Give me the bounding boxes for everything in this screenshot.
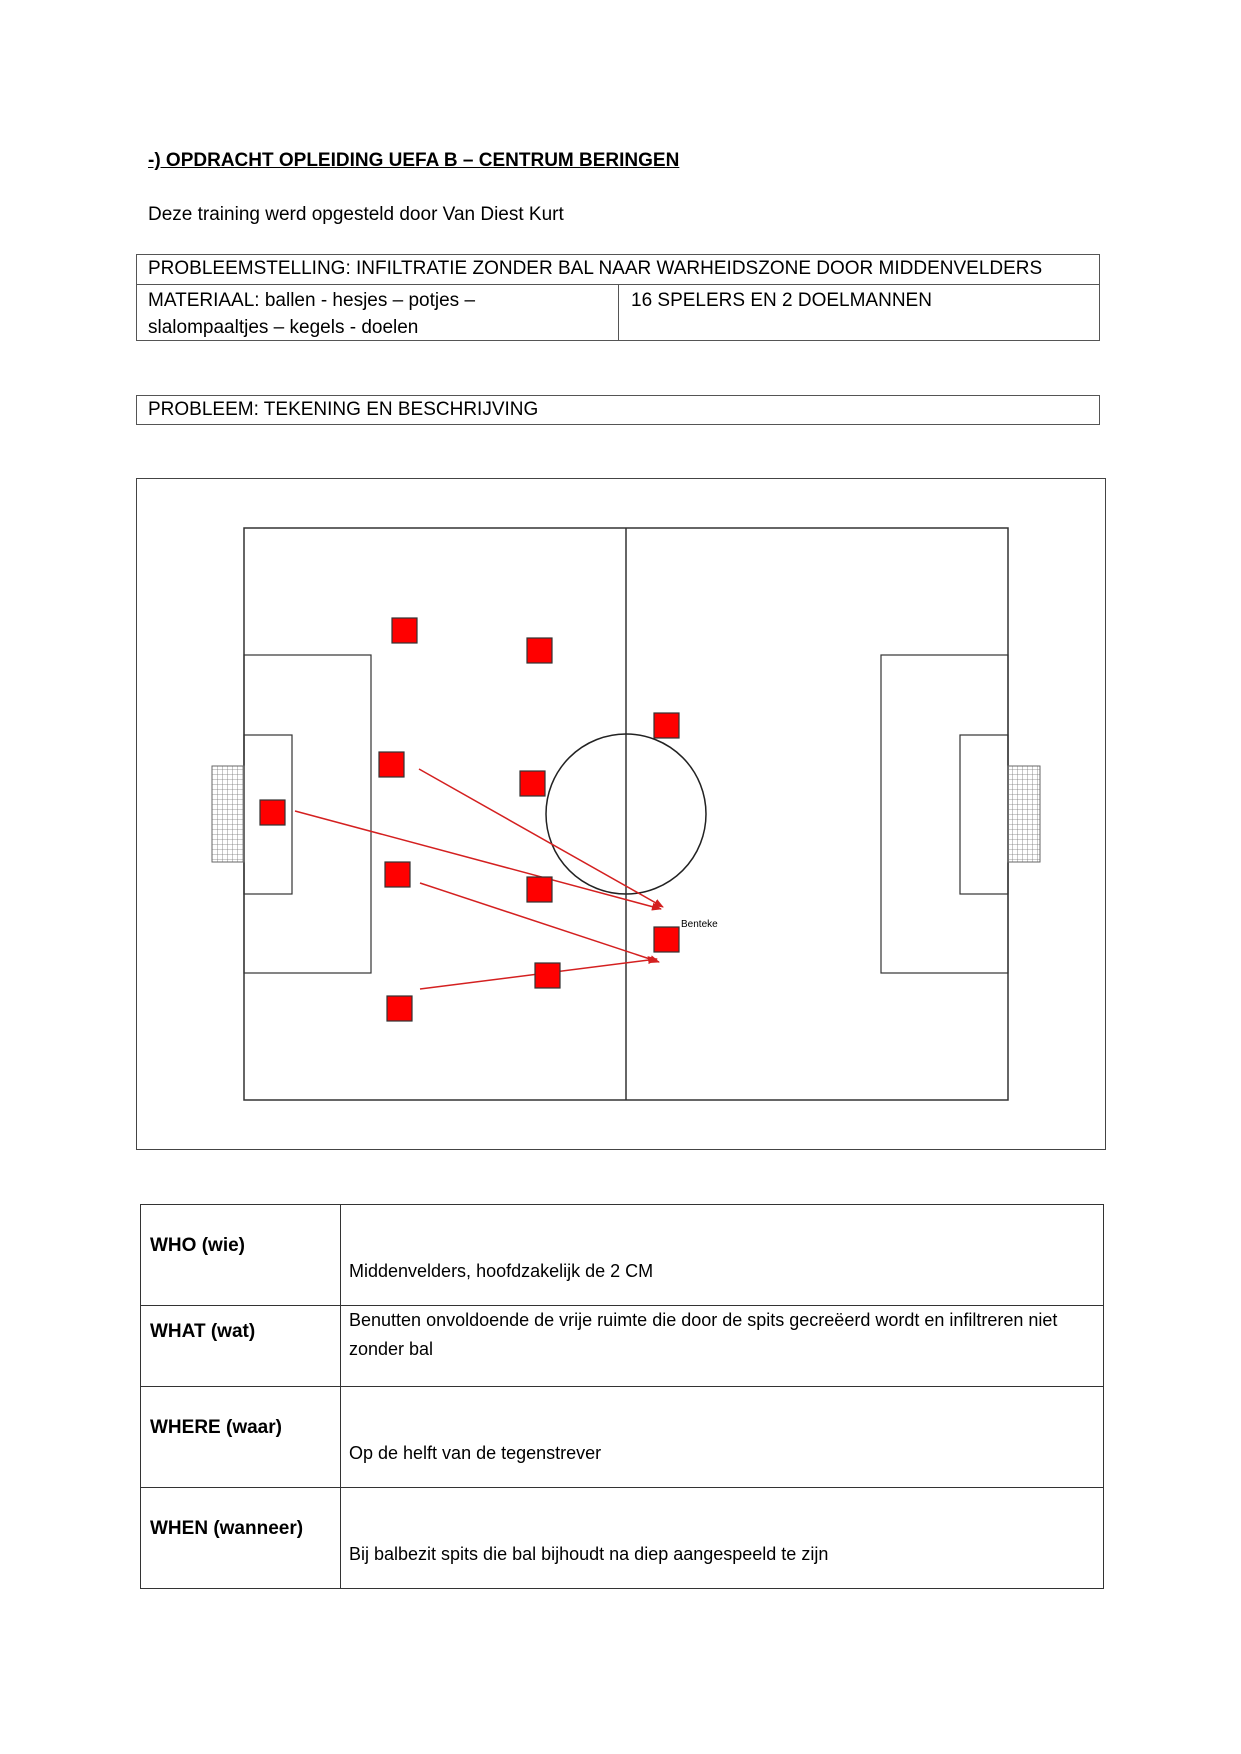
when-value-cell bbox=[341, 1488, 1104, 1589]
player-marker bbox=[527, 877, 552, 902]
author-line: Deze training werd opgesteld door Van Diest Kurt bbox=[148, 204, 564, 225]
player-marker bbox=[392, 618, 417, 643]
problem-table bbox=[136, 254, 1100, 341]
page-title: -) OPDRACHT OPLEIDING UEFA B – CENTRUM BERINGEN bbox=[148, 150, 680, 171]
what-label: WHAT (wat) bbox=[150, 1321, 256, 1342]
right-penalty-area bbox=[881, 655, 1008, 973]
player-marker bbox=[520, 771, 545, 796]
www-table bbox=[140, 1204, 1104, 1589]
problem-statement: PROBLEEMSTELLING: INFILTRATIE ZONDER BAL NAAR WARHEIDSZONE DOOR MIDDENVELDERS bbox=[137, 255, 1099, 285]
player-label: Benteke bbox=[681, 919, 718, 930]
where-value-cell bbox=[341, 1387, 1104, 1488]
left-goal-net bbox=[212, 766, 244, 862]
who-value-cell bbox=[341, 1205, 1104, 1306]
player-marker bbox=[387, 996, 412, 1021]
table-row bbox=[141, 1387, 1104, 1488]
players-cell: 16 SPELERS EN 2 DOELMANNEN bbox=[631, 290, 932, 311]
player-marker bbox=[385, 862, 410, 887]
pitch-diagram bbox=[137, 479, 1105, 1149]
player-marker-benteke bbox=[654, 927, 679, 952]
player-marker bbox=[654, 713, 679, 738]
material-line-1: MATERIAAL: ballen - hesjes – potjes – bbox=[148, 290, 476, 311]
what-label-cell bbox=[141, 1306, 341, 1387]
player-marker bbox=[535, 963, 560, 988]
material-line-2: slalompaaltjes – kegels - doelen bbox=[148, 317, 419, 338]
when-label-cell bbox=[141, 1488, 341, 1589]
who-label-cell bbox=[141, 1205, 341, 1306]
drawing-header: PROBLEEM: TEKENING EN BESCHRIJVING bbox=[136, 395, 1100, 425]
where-label: WHERE (waar) bbox=[150, 1417, 282, 1438]
table-row bbox=[141, 1488, 1104, 1589]
material-cell bbox=[137, 285, 619, 341]
where-label-cell bbox=[141, 1387, 341, 1488]
pitch-drawing-frame bbox=[136, 478, 1106, 1150]
player-marker bbox=[379, 752, 404, 777]
when-value: Bij balbezit spits die bal bijhoudt na diep aangespeeld te zijn bbox=[349, 1544, 829, 1564]
right-goal-area bbox=[960, 735, 1008, 894]
player-marker bbox=[527, 638, 552, 663]
what-value-cell bbox=[341, 1306, 1104, 1387]
where-value: Op de helft van de tegenstrever bbox=[349, 1443, 602, 1463]
when-label: WHEN (wanneer) bbox=[150, 1518, 304, 1539]
who-label: WHO (wie) bbox=[150, 1235, 245, 1256]
who-value: Middenvelders, hoofdzakelijk de 2 CM bbox=[349, 1261, 654, 1281]
table-row bbox=[141, 1306, 1104, 1387]
table-row bbox=[141, 1205, 1104, 1306]
player-marker bbox=[260, 800, 285, 825]
run-arrow bbox=[295, 811, 661, 909]
right-goal-net bbox=[1008, 766, 1040, 862]
what-value: Benutten onvoldoende de vrije ruimte die door de spits gecreëerd wordt en infiltreren niet zonder bal bbox=[349, 1310, 1058, 1359]
